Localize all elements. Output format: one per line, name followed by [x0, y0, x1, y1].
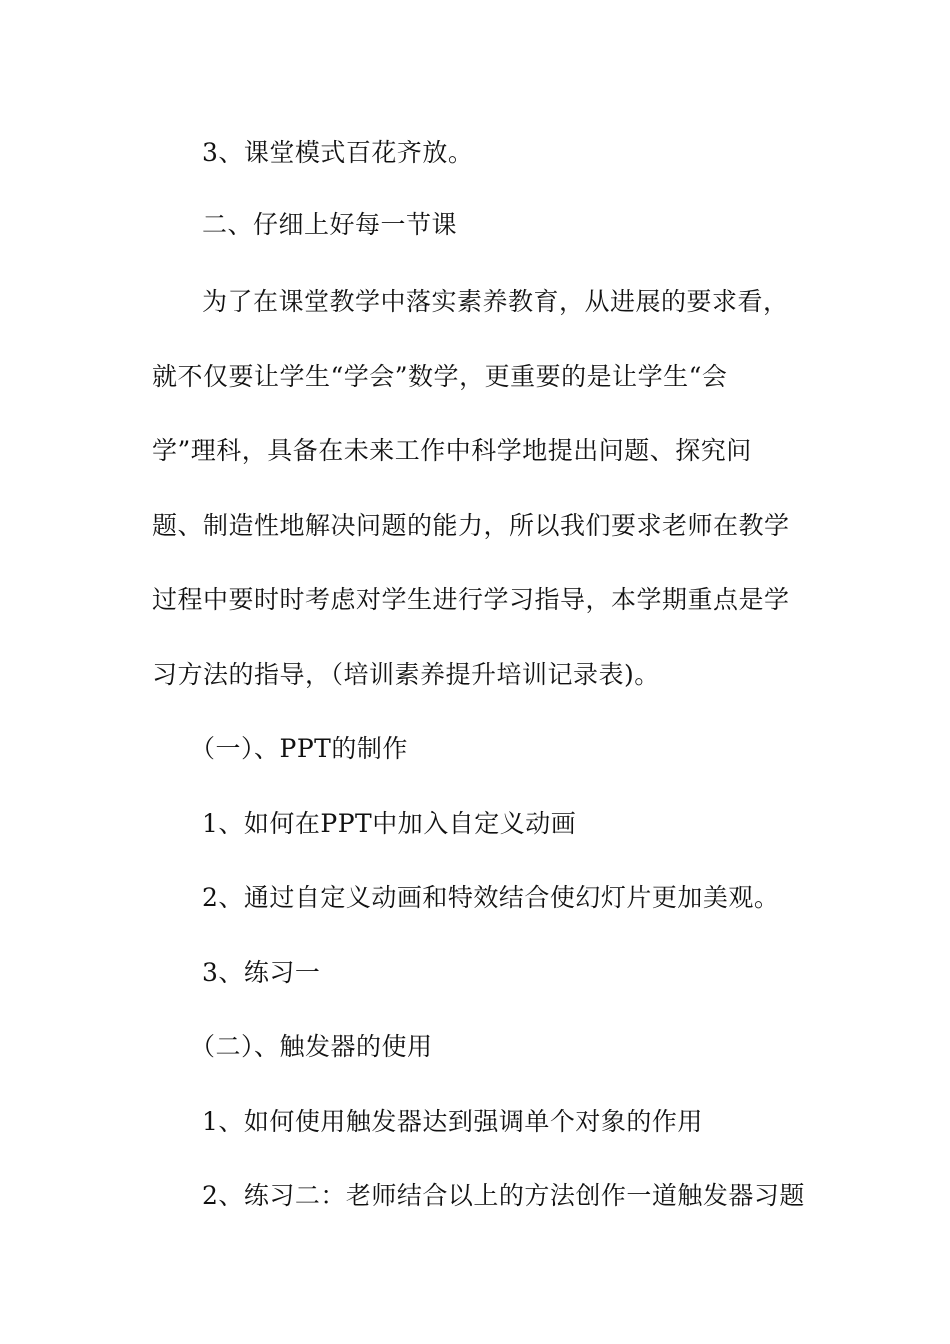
list-item-ppt-3: 3、练习一 — [202, 958, 321, 987]
subsection-heading-trigger: （二）、触发器的使用 — [190, 1032, 433, 1061]
paragraph-line-5: 过程中要时时考虑对学生进行学习指导，本学期重点是学 — [152, 585, 790, 614]
paragraph-line-4: 题、制造性地解决问题的能力，所以我们要求老师在教学 — [152, 511, 790, 540]
list-item-trigger-1: 1、如何使用触发器达到强调单个对象的作用 — [202, 1107, 703, 1136]
paragraph-line-6: 习方法的指导，（培训素养提升培训记录表)。 — [152, 660, 660, 689]
list-item-ppt-1: 1、如何在PPT中加入自定义动画 — [202, 809, 577, 838]
paragraph-line-2: 就不仅要让学生“学会”数学，更重要的是让学生“会 — [152, 362, 728, 391]
list-item-ppt-2: 2、通过自定义动画和特效结合使幻灯片更加美观。 — [202, 883, 780, 912]
list-item-3-classroom-modes: 3、课堂模式百花齐放。 — [202, 138, 474, 167]
paragraph-line-3: 学”理科，具备在未来工作中科学地提出问题、探究问 — [152, 436, 752, 465]
paragraph-line-1: 为了在课堂教学中落实素养教育，从进展的要求看， — [202, 287, 789, 316]
list-item-trigger-2: 2、练习二：老师结合以上的方法创作一道触发器习题 — [202, 1181, 805, 1210]
subsection-heading-ppt: （一）、PPT的制作 — [190, 734, 408, 763]
section-heading-2: 二、仔细上好每一节课 — [202, 210, 458, 239]
